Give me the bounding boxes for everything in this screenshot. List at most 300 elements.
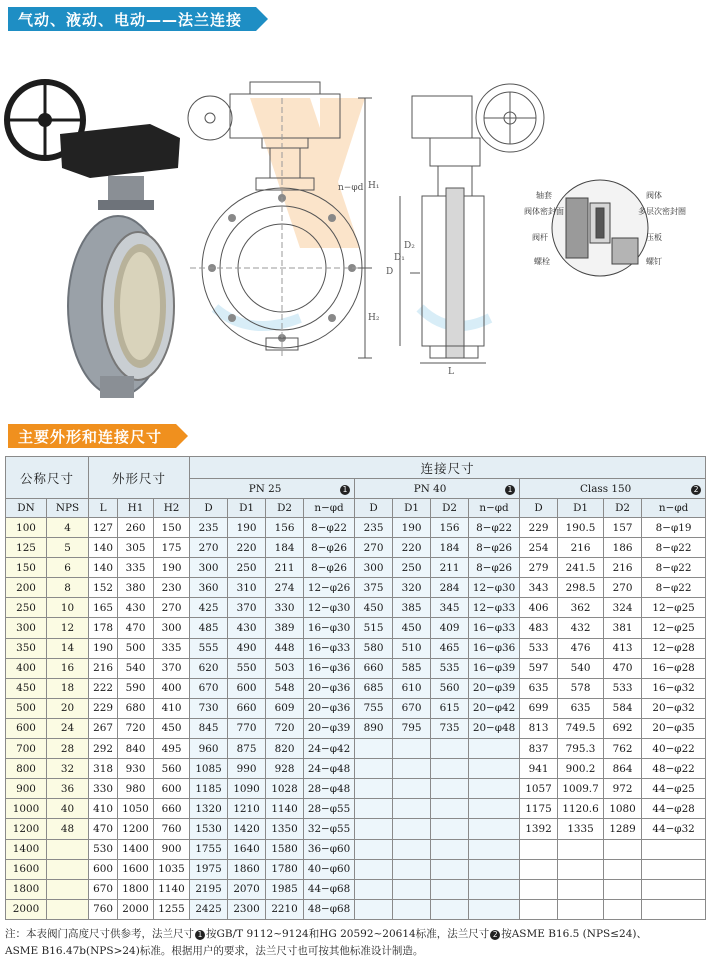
table-cell — [558, 879, 604, 899]
table-row — [6, 598, 706, 618]
table-cell: 12−φ26 — [304, 578, 355, 598]
table-cell: 270 — [154, 598, 190, 618]
table-cell: 1057 — [520, 779, 558, 799]
table-cell: 8−φ22 — [469, 518, 520, 538]
table-cell: 450 — [154, 718, 190, 738]
table-cell: 211 — [431, 558, 469, 578]
table-cell: 864 — [604, 759, 642, 779]
table-cell: 12−φ30 — [304, 598, 355, 618]
table-cell: 470 — [89, 819, 118, 839]
table-cell: 20−φ36 — [304, 678, 355, 698]
table-cell: 813 — [520, 718, 558, 738]
table-cell: 370 — [154, 658, 190, 678]
table-cell: 330 — [89, 779, 118, 799]
table-cell: 16 — [47, 658, 89, 678]
table-cell: 410 — [154, 698, 190, 718]
table-cell: 2000 — [6, 899, 47, 919]
table-cell: 2425 — [190, 899, 228, 919]
table-cell: 485 — [190, 618, 228, 638]
table-cell: 670 — [393, 698, 431, 718]
table-cell: 1320 — [190, 799, 228, 819]
callout-bushing: 轴套 — [536, 191, 552, 200]
table-cell: 425 — [190, 598, 228, 618]
table-cell: 1185 — [190, 779, 228, 799]
table-cell: 389 — [266, 618, 304, 638]
table-cell: 1028 — [266, 779, 304, 799]
table-cell — [469, 739, 520, 759]
col-header-outline: H2 — [154, 499, 190, 518]
table-cell — [393, 739, 431, 759]
table-row — [6, 839, 706, 859]
table-cell: 220 — [393, 538, 431, 558]
table-cell: 44−φ25 — [642, 779, 706, 799]
callout-body: 阀体 — [646, 191, 662, 200]
table-cell — [604, 899, 642, 919]
banner-title: 主要外形和连接尺寸 — [8, 424, 176, 448]
table-cell — [431, 819, 469, 839]
table-cell: 1755 — [190, 839, 228, 859]
table-cell — [431, 859, 469, 879]
table-cell: 48−φ68 — [304, 899, 355, 919]
table-cell — [558, 899, 604, 919]
table-cell — [431, 839, 469, 859]
callout-plate: 压板 — [646, 233, 662, 242]
table-cell: 343 — [520, 578, 558, 598]
table-cell: 1120.6 — [558, 799, 604, 819]
table-cell: 305 — [118, 538, 154, 558]
table-cell — [355, 879, 393, 899]
table-cell: 216 — [558, 538, 604, 558]
table-cell: 555 — [190, 638, 228, 658]
table-cell: 5 — [47, 538, 89, 558]
table-cell: 156 — [266, 518, 304, 538]
table-cell: 184 — [431, 538, 469, 558]
table-cell: 20−φ32 — [642, 698, 706, 718]
banner-title: 气动、液动、电动——法兰连接 — [8, 7, 256, 31]
col-header-flange: D — [355, 499, 393, 518]
table-cell: 345 — [431, 598, 469, 618]
footnote-line2: ASME B16.47b(NPS>24)标准。根据用户的要求，法兰尺寸也可按其他标准设计制造。 — [5, 945, 424, 957]
table-cell: 635 — [558, 698, 604, 718]
table-cell — [431, 799, 469, 819]
table-cell: 24−φ48 — [304, 759, 355, 779]
table-cell: 585 — [393, 658, 431, 678]
footnote-part2: 按GB/T 9112~9124和HG 20592~20614标准，法兰尺寸 — [206, 928, 490, 940]
table-row — [6, 718, 706, 738]
table-cell: 495 — [154, 739, 190, 759]
table-cell — [604, 859, 642, 879]
table-cell: 615 — [431, 698, 469, 718]
table-cell: 670 — [190, 678, 228, 698]
table-cell: 40−φ22 — [642, 739, 706, 759]
table-cell — [642, 859, 706, 879]
table-cell — [642, 839, 706, 859]
table-cell: 8−φ19 — [642, 518, 706, 538]
table-cell: 270 — [604, 578, 642, 598]
col-header-flange: D1 — [558, 499, 604, 518]
callout-multi-seal: 多层次密封圈 — [638, 207, 686, 216]
table-cell — [393, 759, 431, 779]
table-cell: 530 — [89, 839, 118, 859]
table-cell: 1200 — [6, 819, 47, 839]
table-cell: 150 — [6, 558, 47, 578]
table-cell: 820 — [266, 739, 304, 759]
table-cell: 175 — [154, 538, 190, 558]
table-cell: 490 — [228, 638, 266, 658]
table-cell — [393, 779, 431, 799]
table-cell: 483 — [520, 618, 558, 638]
header-connection-size: 连接尺寸 — [190, 457, 706, 479]
table-cell — [393, 799, 431, 819]
table-cell: 44−φ28 — [642, 799, 706, 819]
table-cell: 1140 — [266, 799, 304, 819]
table-cell: 8−φ26 — [304, 558, 355, 578]
table-cell: 16−φ36 — [304, 658, 355, 678]
table-cell: 300 — [154, 618, 190, 638]
table-cell: 250 — [393, 558, 431, 578]
table-cell: 335 — [118, 558, 154, 578]
table-cell: 685 — [355, 678, 393, 698]
header-group-1 — [355, 479, 520, 499]
table-cell: 8−φ22 — [642, 578, 706, 598]
table-cell: 216 — [89, 658, 118, 678]
table-cell: 760 — [154, 819, 190, 839]
table-cell: 900 — [154, 839, 190, 859]
table-cell: 890 — [355, 718, 393, 738]
table-cell: 270 — [355, 538, 393, 558]
table-cell: 2000 — [118, 899, 154, 919]
table-cell: 1420 — [228, 819, 266, 839]
table-cell: 600 — [228, 678, 266, 698]
table-cell: 184 — [266, 538, 304, 558]
d2-label: D₂ — [404, 241, 415, 251]
table-cell: 32−φ55 — [304, 819, 355, 839]
valve-illustrations — [0, 38, 710, 418]
table-cell: 335 — [154, 638, 190, 658]
table-cell — [520, 879, 558, 899]
table-cell: 410 — [89, 799, 118, 819]
table-cell: 24 — [47, 718, 89, 738]
table-cell: 220 — [228, 538, 266, 558]
table-cell: 300 — [6, 618, 47, 638]
table-cell — [355, 839, 393, 859]
table-cell: 692 — [604, 718, 642, 738]
table-cell: 250 — [228, 558, 266, 578]
group-standard-mark: 1 — [340, 485, 350, 495]
table-cell: 360 — [190, 578, 228, 598]
table-cell — [642, 899, 706, 919]
table-cell — [469, 899, 520, 919]
table-cell: 254 — [520, 538, 558, 558]
table-cell: 990 — [228, 759, 266, 779]
table-cell: 178 — [89, 618, 118, 638]
table-cell: 770 — [228, 718, 266, 738]
callout-bolt: 螺栓 — [534, 257, 550, 266]
table-cell: 548 — [266, 678, 304, 698]
table-cell: 980 — [118, 779, 154, 799]
table-cell: 465 — [431, 638, 469, 658]
table-cell: 720 — [266, 718, 304, 738]
table-cell: 1085 — [190, 759, 228, 779]
table-cell: 8−φ26 — [469, 558, 520, 578]
table-cell — [520, 899, 558, 919]
table-cell: 310 — [228, 578, 266, 598]
table-cell: 18 — [47, 678, 89, 698]
header-group-0 — [190, 479, 355, 499]
table-cell — [431, 899, 469, 919]
table-cell: 12−φ25 — [642, 598, 706, 618]
table-cell — [355, 799, 393, 819]
table-cell: 1860 — [228, 859, 266, 879]
table-body — [6, 518, 706, 920]
col-header-nominal: NPS — [47, 499, 89, 518]
table-cell: 1800 — [6, 879, 47, 899]
col-header-nominal: DN — [6, 499, 47, 518]
table-cell: 730 — [190, 698, 228, 718]
table-cell: 470 — [118, 618, 154, 638]
table-cell: 670 — [89, 879, 118, 899]
table-cell — [47, 859, 89, 879]
table-cell — [355, 899, 393, 919]
table-cell: 476 — [558, 638, 604, 658]
table-cell: 20 — [47, 698, 89, 718]
table-cell — [469, 759, 520, 779]
table-cell: 20−φ42 — [469, 698, 520, 718]
table-cell: 409 — [431, 618, 469, 638]
table-row — [6, 698, 706, 718]
table-row — [6, 638, 706, 658]
table-cell: 840 — [118, 739, 154, 759]
table-row — [6, 578, 706, 598]
table-cell: 318 — [89, 759, 118, 779]
table-cell: 8−φ22 — [642, 558, 706, 578]
table-cell: 600 — [154, 779, 190, 799]
table-cell: 300 — [355, 558, 393, 578]
table-cell: 8 — [47, 578, 89, 598]
dimensions-table — [5, 456, 706, 920]
table-cell: 279 — [520, 558, 558, 578]
table-cell: 610 — [393, 678, 431, 698]
table-cell: 100 — [6, 518, 47, 538]
table-cell: 12 — [47, 618, 89, 638]
table-row — [6, 899, 706, 919]
table-cell: 700 — [6, 739, 47, 759]
table-cell: 1080 — [604, 799, 642, 819]
table-row — [6, 678, 706, 698]
col-header-flange: D1 — [228, 499, 266, 518]
table-cell — [355, 739, 393, 759]
table-cell: 330 — [266, 598, 304, 618]
table-row — [6, 518, 706, 538]
table-cell: 20−φ48 — [469, 718, 520, 738]
table-cell: 597 — [520, 658, 558, 678]
table-cell: 16−φ32 — [642, 678, 706, 698]
group-standard-mark: 2 — [691, 485, 701, 495]
table-cell: 150 — [154, 518, 190, 538]
table-cell: 28−φ55 — [304, 799, 355, 819]
table-cell — [47, 839, 89, 859]
table-cell: 20−φ35 — [642, 718, 706, 738]
table-cell: 36 — [47, 779, 89, 799]
table-cell: 500 — [118, 638, 154, 658]
table-cell: 749.5 — [558, 718, 604, 738]
table-cell: 680 — [118, 698, 154, 718]
col-header-outline: L — [89, 499, 118, 518]
table-cell: 1210 — [228, 799, 266, 819]
table-cell: 298.5 — [558, 578, 604, 598]
table-cell: 16−φ30 — [304, 618, 355, 638]
table-cell: 260 — [118, 518, 154, 538]
table-cell: 1530 — [190, 819, 228, 839]
table-cell: 515 — [355, 618, 393, 638]
group-label: PN 40 — [413, 482, 447, 495]
table-cell: 762 — [604, 739, 642, 759]
table-cell: 845 — [190, 718, 228, 738]
table-cell: 241.5 — [558, 558, 604, 578]
table-cell: 267 — [89, 718, 118, 738]
table-cell: 44−φ32 — [642, 819, 706, 839]
table-cell: 450 — [355, 598, 393, 618]
table-cell: 795.3 — [558, 739, 604, 759]
table-cell: 1200 — [118, 819, 154, 839]
table-cell — [393, 879, 431, 899]
table-cell: 900.2 — [558, 759, 604, 779]
group-label: PN 25 — [248, 482, 282, 495]
table-cell: 450 — [6, 678, 47, 698]
table-cell: 381 — [604, 618, 642, 638]
table-cell: 292 — [89, 739, 118, 759]
table-cell: 609 — [266, 698, 304, 718]
h2-label: H₂ — [368, 313, 380, 323]
table-cell: 800 — [6, 759, 47, 779]
table-cell: 2300 — [228, 899, 266, 919]
table-cell: 20−φ39 — [304, 718, 355, 738]
table-cell: 2070 — [228, 879, 266, 899]
table-cell: 10 — [47, 598, 89, 618]
table-cell: 1580 — [266, 839, 304, 859]
table-cell: 12−φ25 — [642, 618, 706, 638]
col-header-flange: D2 — [266, 499, 304, 518]
table-row — [6, 618, 706, 638]
table-cell: 8−φ26 — [469, 538, 520, 558]
callout-stem: 阀杆 — [532, 233, 548, 242]
table-cell: 1009.7 — [558, 779, 604, 799]
callout-body-seal-face: 阀体密封面 — [524, 207, 564, 216]
table-cell: 699 — [520, 698, 558, 718]
table-cell — [355, 779, 393, 799]
table-cell: 370 — [228, 598, 266, 618]
table-cell: 406 — [520, 598, 558, 618]
table-cell — [431, 759, 469, 779]
table-cell: 28 — [47, 739, 89, 759]
table-cell: 48−φ22 — [642, 759, 706, 779]
table-row — [6, 879, 706, 899]
table-row — [6, 558, 706, 578]
table-cell: 320 — [393, 578, 431, 598]
table-cell: 36−φ60 — [304, 839, 355, 859]
table-cell: 941 — [520, 759, 558, 779]
table-cell: 375 — [355, 578, 393, 598]
table-cell: 32 — [47, 759, 89, 779]
table-cell: 40 — [47, 799, 89, 819]
table-cell: 620 — [190, 658, 228, 678]
table-cell — [469, 819, 520, 839]
table-cell: 20−φ36 — [304, 698, 355, 718]
table-cell — [642, 879, 706, 899]
table-cell: 1050 — [118, 799, 154, 819]
table-cell: 1400 — [118, 839, 154, 859]
table-cell: 2195 — [190, 879, 228, 899]
table-cell: 755 — [355, 698, 393, 718]
table-cell: 578 — [558, 678, 604, 698]
table-cell — [393, 859, 431, 879]
table-cell: 6 — [47, 558, 89, 578]
table-cell: 140 — [89, 538, 118, 558]
table-cell: 550 — [228, 658, 266, 678]
table-cell: 584 — [604, 698, 642, 718]
footnote — [5, 926, 707, 960]
table-cell: 432 — [558, 618, 604, 638]
table-cell: 274 — [266, 578, 304, 598]
table-cell: 1035 — [154, 859, 190, 879]
table-cell: 140 — [89, 558, 118, 578]
table-cell — [520, 859, 558, 879]
footnote-part3: 按ASME B16.5 (NPS≤24)、 — [501, 928, 647, 940]
table-cell: 837 — [520, 739, 558, 759]
table-cell: 1600 — [118, 859, 154, 879]
table-cell: 186 — [604, 538, 642, 558]
col-header-flange: D — [190, 499, 228, 518]
table-cell: 760 — [89, 899, 118, 919]
table-cell: 216 — [604, 558, 642, 578]
table-cell: 1392 — [520, 819, 558, 839]
col-header-flange: D2 — [604, 499, 642, 518]
l-label: L — [448, 367, 454, 377]
table-cell — [558, 839, 604, 859]
table-cell: 795 — [393, 718, 431, 738]
table-cell: 580 — [355, 638, 393, 658]
table-cell — [393, 899, 431, 919]
table-cell: 127 — [89, 518, 118, 538]
table-cell — [393, 819, 431, 839]
table-cell: 270 — [190, 538, 228, 558]
table-row — [6, 538, 706, 558]
table-cell: 533 — [604, 678, 642, 698]
footnote-mark-2: 2 — [490, 930, 500, 940]
table-cell: 540 — [558, 658, 604, 678]
table-cell: 44−φ68 — [304, 879, 355, 899]
table-cell: 560 — [154, 759, 190, 779]
footnote-part1: 注：本表阀门高度尺寸供参考，法兰尺寸 — [5, 928, 194, 940]
table-cell: 660 — [228, 698, 266, 718]
table-cell: 660 — [154, 799, 190, 819]
valve-photo — [7, 82, 180, 398]
table-cell — [469, 839, 520, 859]
table-cell: 1640 — [228, 839, 266, 859]
table-cell: 972 — [604, 779, 642, 799]
table-cell — [355, 819, 393, 839]
table-cell: 960 — [190, 739, 228, 759]
table-cell — [469, 799, 520, 819]
col-header-flange: n−φd — [304, 499, 355, 518]
table-cell: 190 — [89, 638, 118, 658]
table-cell: 12−φ30 — [469, 578, 520, 598]
table-cell: 48 — [47, 819, 89, 839]
group-standard-mark: 1 — [505, 485, 515, 495]
d1-label: D₁ — [394, 253, 405, 263]
table-cell: 229 — [520, 518, 558, 538]
table-cell: 1975 — [190, 859, 228, 879]
